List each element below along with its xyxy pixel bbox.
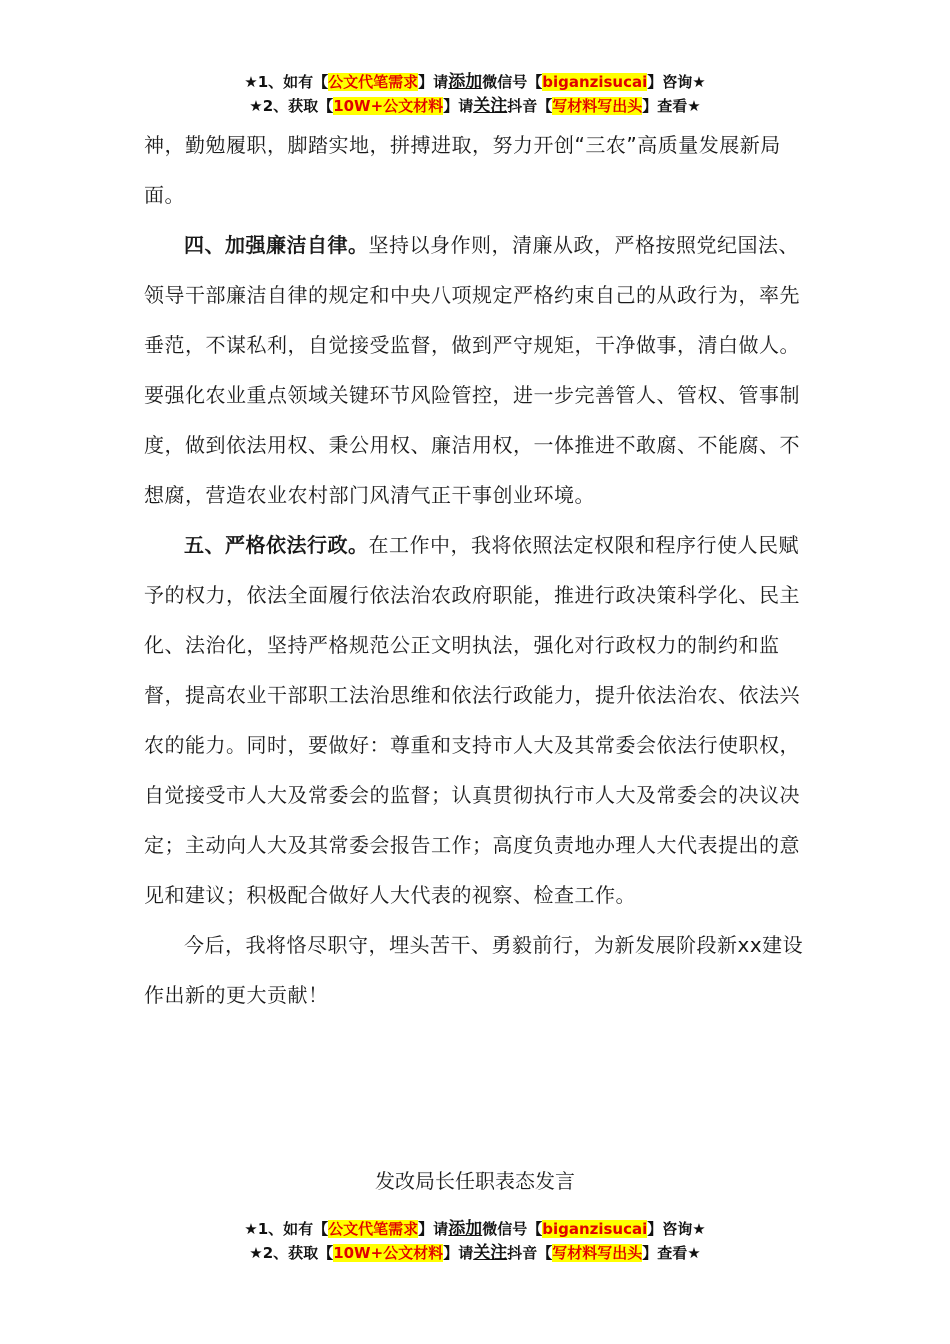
top-banner bbox=[0, 70, 950, 118]
banner-line-1: ★1、如有【公文代笔需求】请添加微信号【biganzisucai】咨询★ bbox=[244, 72, 706, 92]
banner-highlight: biganzisucai bbox=[542, 73, 648, 91]
banner-line-1: ★1、如有【公文代笔需求】请添加微信号【biganzisucai】咨询★ bbox=[244, 1219, 706, 1239]
banner-highlight: biganzisucai bbox=[542, 1220, 648, 1238]
banner-highlight: 写材料写出头 bbox=[552, 97, 643, 115]
banner-highlight: 10W+公文材料 bbox=[333, 1244, 444, 1262]
banner-emphasis: 关注 bbox=[473, 1243, 508, 1263]
banner-emphasis: 添加 bbox=[448, 1219, 483, 1239]
banner-highlight: 公文代笔需求 bbox=[328, 73, 419, 91]
section-heading: 五、严格依法行政。 bbox=[184, 533, 369, 557]
banner-line-2: ★2、获取【10W+公文材料】请关注抖音【写材料写出头】查看★ bbox=[249, 96, 701, 116]
banner-emphasis: 关注 bbox=[473, 96, 508, 116]
section-heading: 四、加强廉洁自律。 bbox=[184, 233, 369, 257]
banner-highlight: 公文代笔需求 bbox=[328, 1220, 419, 1238]
banner-line-2: ★2、获取【10W+公文材料】请关注抖音【写材料写出头】查看★ bbox=[249, 1243, 701, 1263]
paragraph-integrity: 四、加强廉洁自律。坚持以身作则，清廉从政，严格按照党纪国法、领导干部廉洁自律的规定和中央八项规定严格约束自己的从政行为，率先垂范，不谋私利，自觉接受监督，做到严守规矩，干净做事，清白做人。要强化农业重点领域关键环节风险管控，进一步完善管人、管权、管事制度，做到依法用权、秉公用权、廉洁用权，一体推进不敢腐、不能腐、不想腐，营造农业农村部门风清气正干事创业环境。 bbox=[144, 233, 800, 507]
banner-highlight: 10W+公文材料 bbox=[333, 97, 444, 115]
page-title: 发改局长任职表态发言 bbox=[375, 1169, 575, 1193]
banner-highlight: 写材料写出头 bbox=[552, 1244, 643, 1262]
paragraph-rule-of-law: 五、严格依法行政。在工作中，我将依照法定权限和程序行使人民赋予的权力，依法全面履行依法治农政府职能，推进行政决策科学化、民主化、法治化，坚持严格规范公正文明执法，强化对行政权力的制约和监督，提高农业干部职工法治思维和依法行政能力，提升依法治农、依法兴农的能力。同时，要做好：尊重和支持市人大及其常委会依法行使职权，自觉接受市人大及常委会的监督；认真贯彻执行市人大及常委会的决议决定；主动向人大及其常委会报告工作；高度负责地办理人大代表提出的意见和建议；积极配合做好人大代表的视察、检查工作。 bbox=[144, 533, 800, 907]
document-body bbox=[144, 120, 810, 1020]
bottom-banner bbox=[0, 1217, 950, 1265]
paragraph-closing: 今后，我将恪尽职守，埋头苦干、勇毅前行，为新发展阶段新xx建设作出新的更大贡献！ bbox=[144, 933, 804, 1007]
banner-emphasis: 添加 bbox=[448, 72, 483, 92]
paragraph-continuation: 神，勤勉履职，脚踏实地，拼搏进取，努力开创“三农”高质量发展新局面。 bbox=[144, 133, 781, 207]
